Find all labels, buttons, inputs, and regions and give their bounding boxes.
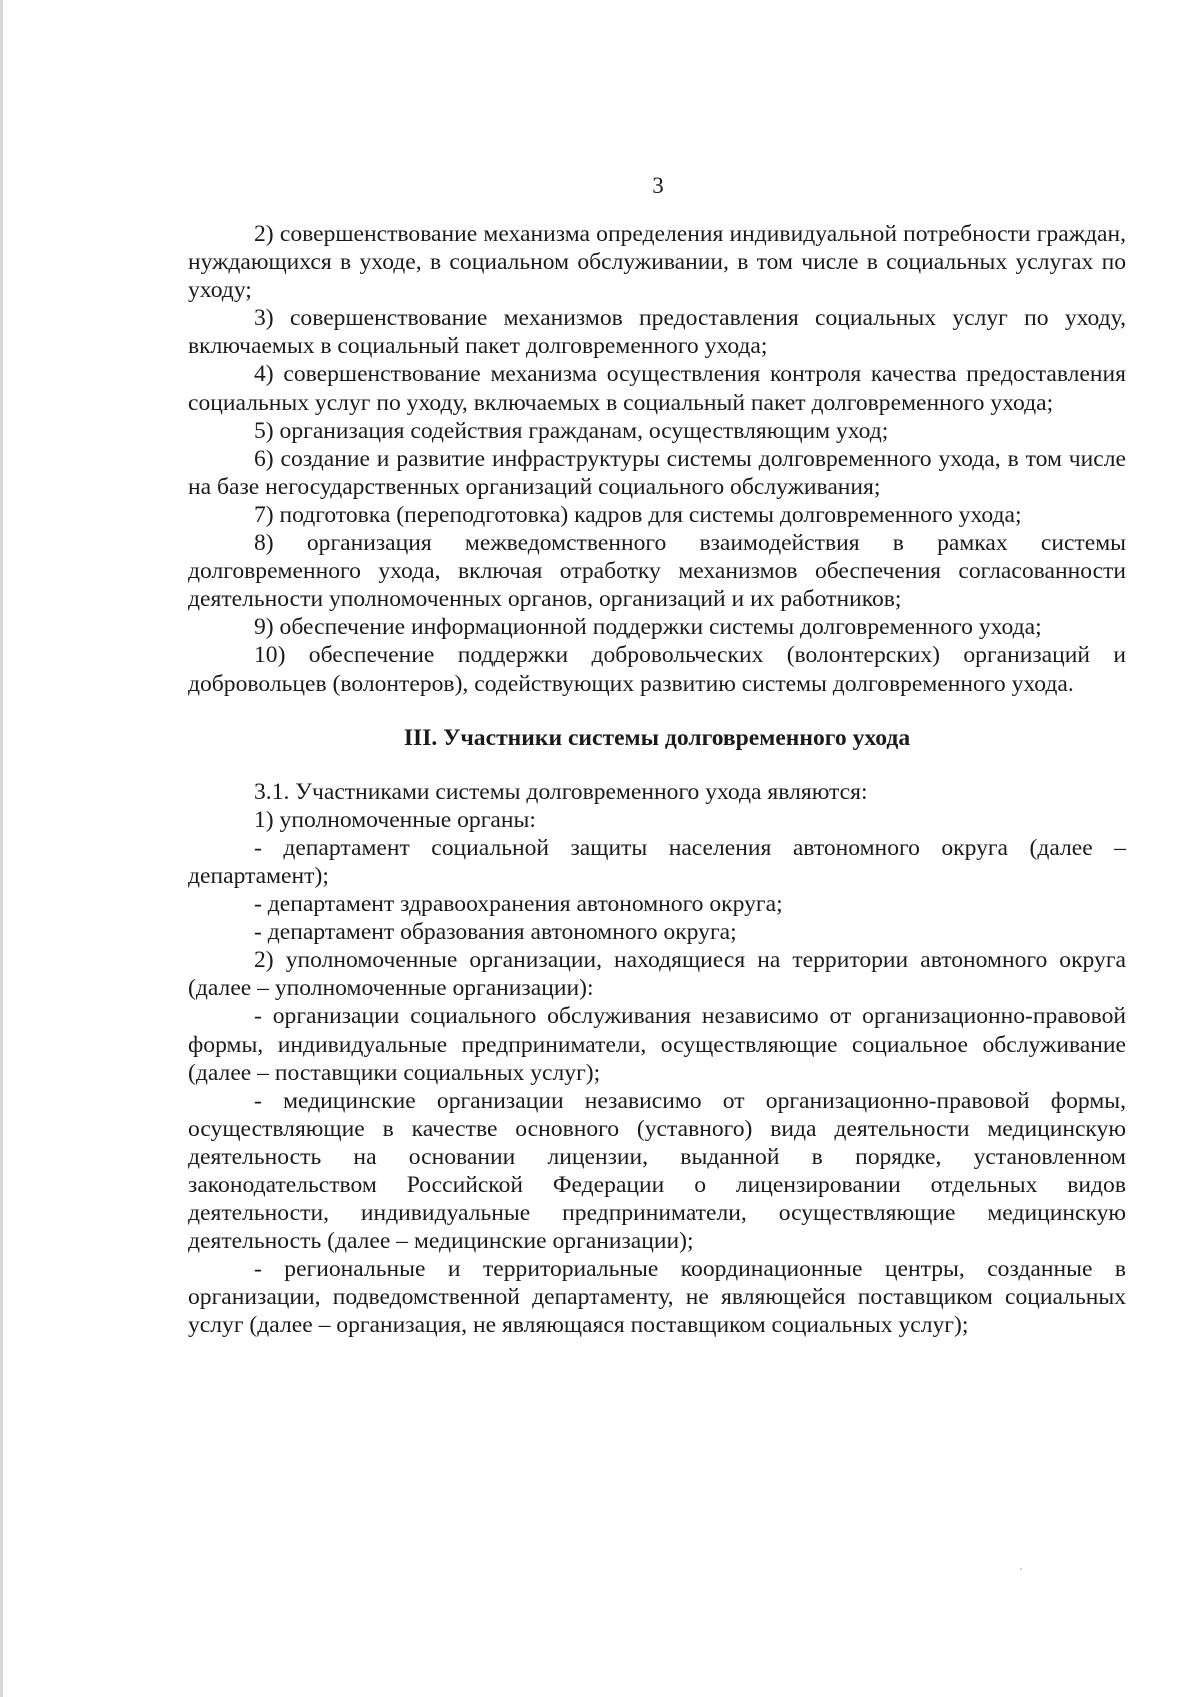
page-edge [0,0,3,1697]
page-number: 3 [652,173,664,198]
paragraph-item-7: 7) подготовка (переподготовка) кадров для системы долговременного ухода; [254,501,1022,528]
paragraph-item-9: 9) обеспечение информационной поддержки системы долговременного ухода; [254,614,1042,641]
paragraph-health-department: - департамент здравоохранения автономного округа; [254,891,783,918]
paragraph-education-department: - департамент образования автономного округа; [254,919,737,946]
scan-speck [1020,1568,1022,1570]
paragraph-social-service-organizations: - организации социального обслуживания независимо от организационно-правовой формы, индивидуальные предприниматели, осуществляющие социальное обслуживание (далее – поставщики социальных услуг); [188,1003,1126,1086]
paragraph-3-1: 3.1. Участниками системы долговременного ухода являются: [254,778,868,805]
paragraph-authorized-bodies: 1) уполномоченные органы: [254,806,536,833]
paragraph-item-8: 8) организация межведомственного взаимодействия в рамках системы долговременного ухода, включая отработку механизмов обеспечения согласованности деятельности уполномоченных органов, организаций и их работников; [188,530,1126,613]
paragraph-item-2: 2) совершенствование механизма определения индивидуальной потребности граждан, нуждающихся в уходе, в социальном обслуживании, в том числе в социальных услугах по уходу; [188,221,1126,304]
paragraph-medical-organizations: - медицинские организации независимо от организационно-правовой формы, осуществляющие в качестве основного (уставного) вида деятельности медицинскую деятельность на основании лицензии, выданной в порядке, установленном законодательством Российской Федерации о лицензировании отдельных видов деятельности, индивидуальные предприниматели, осуществляющие медицинскую деятельность (далее – медицинские организации); [188,1087,1126,1255]
paragraph-item-10: 10) обеспечение поддержки добровольческих (волонтерских) организаций и добровольцев (волонтеров), содействующих развитию системы долговременного ухода. [188,642,1126,697]
document-body [188,220,1126,1340]
paragraph-coordination-centers: - региональные и территориальные координационные центры, созданные в организации, подведомственной департаменту, не являющейся поставщиком социальных услуг (далее – организация, не являющаяся поставщиком социальных услуг); [188,1256,1126,1339]
paragraph-social-protection-department: - департамент социальной защиты населения автономного округа (далее – департамент); [188,834,1126,889]
paragraph-authorized-organizations: 2) уполномоченные организации, находящиеся на территории автономного округа (далее – уполномоченные организации): [188,947,1126,1002]
section-heading: III. Участники системы долговременного ухода [403,724,911,751]
paragraph-item-5: 5) организация содействия гражданам, осуществляющим уход; [254,417,889,444]
paragraph-item-6: 6) создание и развитие инфраструктуры системы долговременного ухода, в том числе на базе негосударственных организаций социального обслуживания; [188,445,1126,500]
paragraph-item-3: 3) совершенствование механизмов предоставления социальных услуг по уходу, включаемых в социальный пакет долговременного ухода; [188,305,1126,360]
paragraph-item-4: 4) совершенствование механизма осуществления контроля качества предоставления социальных услуг по уходу, включаемых в социальный пакет долговременного ухода; [188,361,1126,416]
